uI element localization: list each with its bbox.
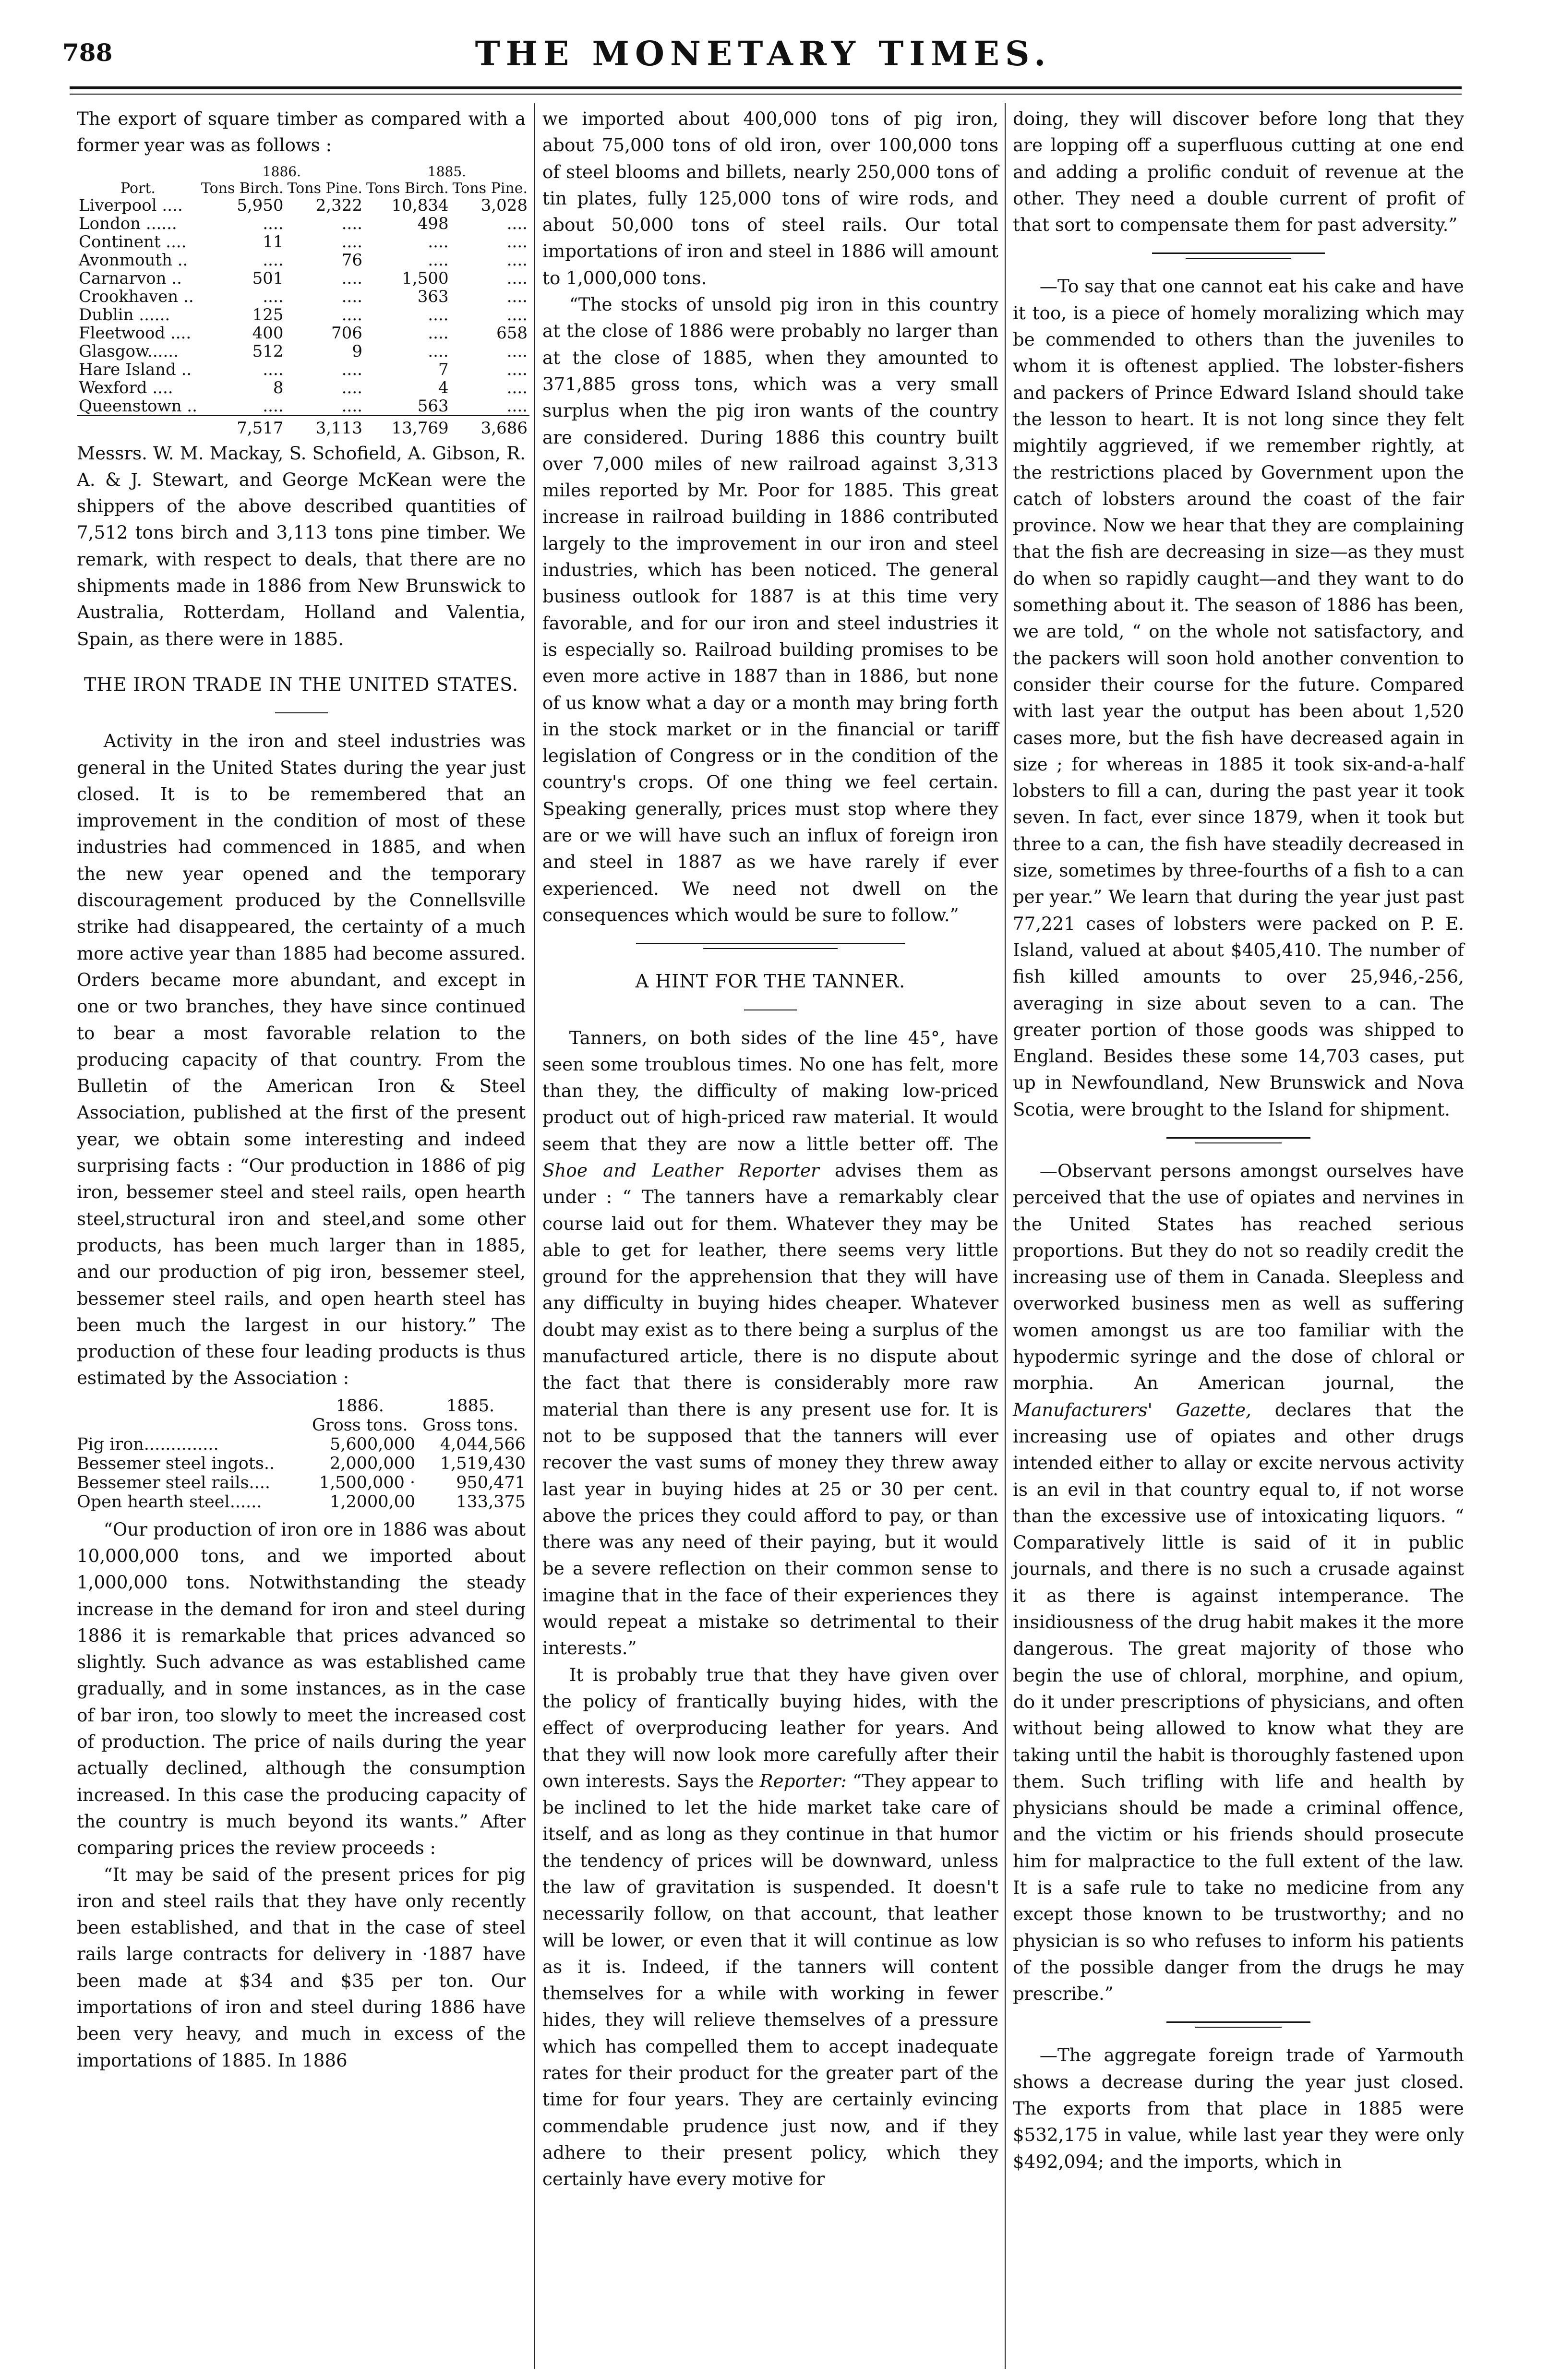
iron-paragraph-3: “It may be said of the present prices for pig iron and steel rails that they have only recently been established, and that in the case of steel rails large contracts for delivery in ·1887 have been made at $34 and $35 per ton. Our importations of iron and steel during 1886 have been very heavy, and much in excess of the importations of 1885. In 1886	[77, 1863, 526, 2071]
table-row	[77, 233, 529, 251]
column-divider-1	[534, 103, 535, 2369]
publication-title: Manufacturers' Gazette,	[1013, 1399, 1251, 1420]
port-name: Avonmouth ..	[79, 250, 188, 270]
lobster-paragraph: —To say that one cannot eat his cake and have it too, is a piece of homely moralizing which may be commended to others than the juveniles to whom it is oftenest applied. The lobster-fishers and packers of Prince Edward Island should take the lesson to heart. It is not long since they felt mightily aggrieved, if we remember rightly, at the restrictions placed by Government upon the catch of lobsters around the coast of the fair province. Now we hear that they are complaining that the fish are decreasing in size—as they must do when so rapidly caught—and they want to do something about it. The season of 1886 has been, we are told, “ on the whole not satisfactory, and the packers will soon hold another convention to consider their course for the future. Compared with last year the output has been about 1,520 cases more, but the fish have decreased again in size ; for whereas in 1885 it took six-and-a-half lobsters to fill a can, during the past year it took seven. In fact, ever since 1879, when it took but three to a can, the fish have steadily decreased in size, sometimes by three-fourths of a fish to a can per year.” We learn that during the year just past 77,221 cases of lobsters were packed on P. E. Island, valued at about $405,410. The number of fish killed amounts to over 25,946,-256, averaging in size about seven to a can. The greater portion of those goods was shipped to England. Besides these some 14,703 cases, put up in Newfoundland, New Brunswick and Nova Scotia, were brought to the Island for shipment.	[1013, 276, 1464, 1120]
port-name: Glasgow......	[79, 341, 179, 361]
cell: 11	[263, 232, 284, 252]
cell: ....	[263, 250, 284, 270]
product-label: Bessemer steel rails....	[77, 1473, 271, 1492]
product-label: Bessemer steel ingots..	[77, 1454, 275, 1473]
port-name: Fleetwood ....	[79, 323, 192, 343]
cell: 2,000,000	[330, 1454, 416, 1473]
cell: ....	[341, 268, 362, 288]
cell: 5,600,000	[330, 1434, 416, 1454]
iron-year-1885: 1885.	[446, 1396, 495, 1416]
cell: ....	[428, 250, 449, 270]
cell: ....	[263, 360, 284, 379]
text-run: declares that the increasing use of opiates and other drugs intended either to allay or excite nervous activity is an evil in that country equal to, if not worse than the excessive use of intoxicating liquors. “ Comparatively little is said of it in public journals, and there is no such a crusade against it as there is against intemperance. The insidiousness of the drug habit makes it the more dangerous. The great majority of those who begin the use of chloral, morphine, and opium, do it under prescriptions of physicians, and often without being allowed to know what they are taking until the habit is thoroughly fastened upon them. Such trifling with life and health by physicians should be made a criminal offence, and the victim or his friends should prosecute him for malpractice to the full extent of the law. It is a safe rule to take no medicine from any except those known to be trustworthy; and no physician is so who refuses to inform his patients of the possible danger from the drugs he may prescribe.”	[1013, 1399, 1464, 2005]
text-run: —Observant persons amongst ourselves have perceived that the use of opiates and nervines in the United States has reached serious proportions. But they do not so readily credit the increasing use of them in Canada. Sleepless and overworked business men as well as suffering women amongst us are too familiar with the hypodermic syringe and the dose of chloral or morphia. An American journal, the	[1013, 1160, 1464, 1394]
publication-title: Shoe and Leather Reporter	[542, 1159, 819, 1181]
cell: ....	[506, 287, 528, 306]
iron-paragraph-4: we imported about 400,000 tons of pig iron, about 75,000 tons of old iron, over 100,000 tons of steel blooms and billets, nearly 250,000 tons of tin plates, fully 125,000 tons of wire rods, and about 50,000 tons of steel rails. Our total importations of iron and steel in 1886 will amount to 1,000,000 tons.	[542, 108, 998, 288]
cell: ....	[341, 287, 362, 306]
iron-paragraph-5: “The stocks of unsold pig iron in this country at the close of 1886 were probably no larger than at the close of 1885, when they amounted to 371,885 gross tons, which was a very small surplus when the pig iron wants of the country are considered. During 1886 this country built over 7,000 miles of new railroad against 3,313 miles reported by Mr. Poor for 1885. This great increase in railroad building in 1886 contributed largely to the improvement in our iron and steel industries, which has been noticed. The general business outlook for 1887 is at this time very favorable, and for our iron and steel industries it is especially so. Railroad building promises to be even more active in 1887 than in 1886, but none of us know what a day or a month may bring forth in the stock market or in the financial or tariff legislation of Congress or in the condition of the country's crops. Of one thing we feel certain. Speaking generally, prices must stop where they are or we will have such an influx of foreign iron and steel in 1887 as we have rarely if ever experienced. We need not dwell on the consequences which would be sure to follow.”	[542, 294, 998, 926]
total-cell: 13,769	[364, 416, 451, 437]
cell: 1,500	[402, 268, 449, 288]
port-name: Wexford ....	[79, 378, 173, 397]
table-row	[77, 1492, 526, 1512]
section-separator	[1166, 2021, 1310, 2028]
header-rule	[70, 86, 1462, 89]
timber-year-1885: 1885.	[427, 163, 467, 180]
table-row	[77, 215, 529, 233]
tanner-paragraph-2	[542, 1662, 998, 2193]
cell: 1,2000,00	[330, 1492, 416, 1512]
cell: 1,519,430	[440, 1454, 526, 1473]
port-name: Continent ....	[79, 232, 187, 252]
cell: ....	[263, 287, 284, 306]
cell: ....	[506, 250, 528, 270]
cell: 498	[417, 214, 449, 233]
cell: ....	[263, 214, 284, 233]
table-row	[77, 1454, 526, 1473]
page-number: 788	[62, 38, 113, 67]
text-run: advises them as under : “ The tanners have a remarkably clear course laid out for them. Whatever they may be able to get for leather, there seems very little ground for the apprehension that they will have any difficulty in buying hides cheaper. Whatever doubt may exist as to there being a surplus of the manufactured article, there is no dispute about the fact that there is considerably more raw material than there is any present use for. It is not to be supposed that the tanners will ever recover the vast sums of money they threw away last year in buying hides at 25 or 30 per cent. above the prices they could afford to pay, or than there was any need of their paying, but it would be a severe reflection on their common sense to imagine that in the face of their experiences they would repeat a mistake so detrimental to their interests.”	[542, 1159, 998, 1659]
cell: 501	[252, 268, 284, 288]
iron-paragraph-1: Activity in the iron and steel industries was general in the United States during the year just closed. It is to be remembered that an improvement in the condition of most of these industries had commenced in 1885, and when the new year opened and the temporary discouragement produced by the Connellsville strike had disappeared, the certainty of a much more active year than 1885 had become assured. Orders became more abundant, and except in one or two branches, they have since continued to bear a most favorable relation to the producing capacity of that country. From the Bulletin of the American Iron & Steel Association, published at the first of the present year, we obtain some interesting and indeed surprising facts : “Our production in 1886 of pig iron, bessemer steel and steel rails, open hearth steel,structural iron and steel,and some other products, has been much larger than in 1885, and our production of pig iron, bessemer steel, bessemer steel rails, and open hearth steel has been much the largest in our history.” The production of these four leading products is thus estimated by the Association :	[77, 730, 526, 1389]
product-label: Open hearth steel......	[77, 1492, 262, 1512]
cell: ....	[428, 323, 449, 343]
cell: ....	[506, 341, 528, 361]
text-run: “They appear to be inclined to let the hide market take care of itself, and as long as they continue in that humor the tendency of prices will be downward, unless the law of gravitation is suspended. It doesn't necessarily follow, on that account, that leather will be lower, or even that it will continue as low as it is. Indeed, if the tanners will content themselves for a while with working in fewer hides, they will relieve themselves of a pressure which has compelled them to accept inadequate rates for their product for the greater part of the time for four years. They are certainly evincing commendable prudence just now, and if they adhere to their present policy, which they certainly have every motive for	[542, 1770, 998, 2190]
timber-col-birch-1885: Tons Birch.	[366, 180, 449, 197]
cell: 3,028	[480, 195, 528, 215]
iron-production-table	[77, 1396, 526, 1512]
table-row	[77, 397, 529, 416]
table-row	[77, 1473, 526, 1492]
timber-totals-row	[77, 416, 529, 437]
cell: 8	[273, 378, 284, 397]
cell: 512	[252, 341, 284, 361]
table-row	[77, 288, 529, 306]
publication-title: Reporter:	[759, 1770, 847, 1791]
iron-year-1886: 1886.	[336, 1396, 384, 1416]
cell: 1,500,000 ·	[319, 1473, 416, 1492]
column-divider-2	[1005, 103, 1006, 2369]
section-separator	[636, 943, 905, 949]
total-cell: 3,686	[451, 416, 529, 437]
product-label: Pig iron..............	[77, 1434, 219, 1454]
text-run: It is probably true that they have given over the policy of frantically buying hides, with the effect of overproducing leather for years. And that they will now look more carefully after their own interests. Says the	[542, 1664, 998, 1791]
timber-shippers: Messrs. W. M. Mackay, S. Schofield, A. Gibson, R. A. & J. Stewart, and George McKean were the shippers of the above described quantities of 7,512 tons birch and 3,113 tons pine timber. We remark, with respect to deals, that there are no shipments made in 1886 from New Brunswick to Australia, Rotterdam, Holland and Valentia, Spain, as there were in 1885.	[77, 442, 526, 649]
cell: ....	[263, 396, 284, 416]
table-row	[77, 269, 529, 288]
heading-rule	[275, 712, 328, 713]
column-3	[1013, 106, 1464, 2175]
cell: 400	[252, 323, 284, 343]
port-name: London ......	[79, 214, 177, 233]
cell: ....	[428, 305, 449, 325]
cell: ....	[341, 378, 362, 397]
masthead: THE MONETARY TIMES.	[475, 34, 1052, 73]
table-row	[77, 361, 529, 379]
port-name: Queenstown ..	[79, 396, 197, 416]
port-name: Hare Island ..	[79, 360, 192, 379]
iron-trade-heading: THE IRON TRADE IN THE UNITED STATES.	[84, 673, 519, 695]
header-rule-thin	[70, 94, 1462, 95]
cell: ....	[506, 396, 528, 416]
cell: ....	[428, 341, 449, 361]
timber-col-port: Port.	[120, 180, 156, 197]
port-name: Dublin ......	[79, 305, 170, 325]
cell: 706	[331, 323, 362, 343]
table-row	[77, 196, 529, 215]
cell: ....	[341, 396, 362, 416]
table-row	[77, 342, 529, 361]
text-run: Tanners, on both sides of the line 45°, have seen some troublous times. No one has felt, more than they, the difficulty of making low-priced product out of high-priced raw material. It would seem that they are now a little better off. The	[542, 1027, 998, 1154]
port-name: Carnarvon ..	[79, 268, 182, 288]
column-1	[77, 106, 526, 2074]
cell: ....	[506, 360, 528, 379]
timber-col-pine-1885: Tons Pine.	[452, 180, 528, 197]
timber-col-pine-1886: Tons Pine.	[287, 180, 362, 197]
tanner-paragraph-3: doing, they will discover before long that they are lopping off a superfluous cutting at one end and adding a prolific conduit of revenue at the other. They need a double current of profit of that sort to compensate them for past adversity.”	[1013, 108, 1464, 236]
cell: 2,322	[315, 195, 362, 215]
cell: ....	[341, 360, 362, 379]
timber-intro: The export of square timber as compared with a former year was as follows :	[77, 108, 526, 156]
page-header	[62, 29, 1464, 82]
table-row	[77, 379, 529, 397]
iron-unit: Gross tons.	[422, 1415, 518, 1435]
port-name: Crookhaven ..	[79, 287, 194, 306]
table-row	[77, 1435, 526, 1454]
cell: 658	[496, 323, 528, 343]
iron-paragraph-2: “Our production of iron ore in 1886 was about 10,000,000 tons, and we imported about 1,000,000 tons. Notwithstanding the steady increase in the demand for iron and steel during 1886 it is remarkable that prices advanced so slightly. Such advance as was established came gradually, and in some instances, as in the case of bar iron, too slowly to meet the increased cost of production. The price of nails during the year actually declined, although the consumption increased. In this case the producing capacity of the country is much beyond its wants.” After comparing prices the review proceeds :	[77, 1518, 526, 1859]
cell: ....	[506, 378, 528, 397]
opiates-paragraph	[1013, 1158, 1464, 2007]
cell: 363	[417, 287, 449, 306]
table-row	[77, 324, 529, 342]
total-cell: 3,113	[286, 416, 364, 437]
cell: ....	[341, 232, 362, 252]
cell: 950,471	[456, 1473, 526, 1492]
cell: ....	[506, 305, 528, 325]
cell: 133,375	[456, 1492, 526, 1512]
total-cell: 7,517	[199, 416, 286, 437]
cell: ....	[506, 232, 528, 252]
cell: ....	[506, 268, 528, 288]
cell: 7	[438, 360, 449, 379]
cell: 5,950	[237, 195, 284, 215]
section-separator	[1166, 1137, 1310, 1143]
tanner-paragraph-1	[542, 1025, 998, 1662]
table-row	[77, 306, 529, 324]
cell: ....	[341, 305, 362, 325]
cell: 10,834	[391, 195, 449, 215]
cell: 4,044,566	[440, 1434, 526, 1454]
column-2	[542, 106, 998, 2193]
cell: 563	[417, 396, 449, 416]
timber-table	[77, 163, 529, 437]
yarmouth-paragraph: —The aggregate foreign trade of Yarmouth shows a decrease during the year just closed. The exports from that place in 1885 were $532,175 in value, while last year they were only $492,094; and the imports, which in	[1013, 2044, 1464, 2172]
tanner-heading: A HINT FOR THE TANNER.	[635, 971, 906, 992]
cell: 76	[341, 250, 362, 270]
cell: 9	[352, 341, 362, 361]
cell: ....	[428, 232, 449, 252]
timber-year-1886: 1886.	[262, 163, 301, 180]
timber-col-birch-1886: Tons Birch.	[201, 180, 284, 197]
cell: ....	[506, 214, 528, 233]
cell: 125	[252, 305, 284, 325]
cell: ....	[341, 214, 362, 233]
cell: 4	[438, 378, 449, 397]
iron-unit: Gross tons.	[312, 1415, 408, 1435]
port-name: Liverpool ....	[79, 195, 183, 215]
table-row	[77, 251, 529, 269]
section-separator	[1152, 252, 1325, 259]
